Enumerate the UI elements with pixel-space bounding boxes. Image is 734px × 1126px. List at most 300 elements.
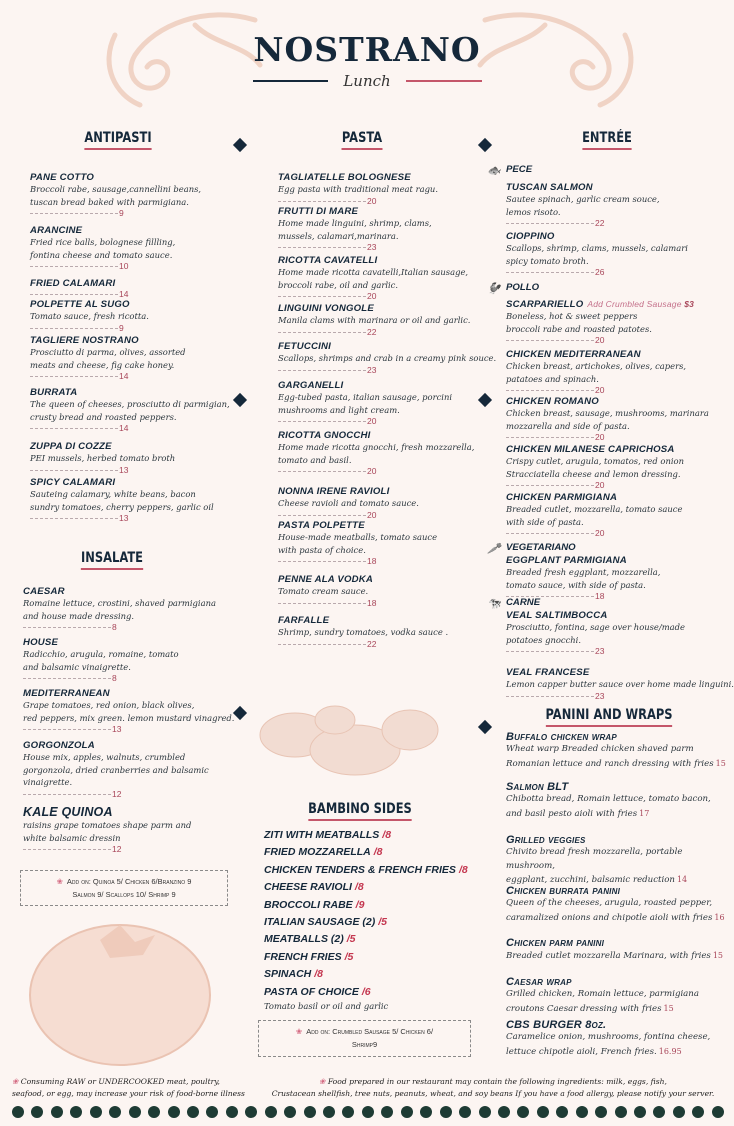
item-name bbox=[278, 206, 432, 217]
item-name bbox=[278, 574, 376, 585]
dot bbox=[265, 1106, 277, 1118]
price-line bbox=[30, 513, 214, 524]
entree-category bbox=[487, 164, 533, 177]
item-name bbox=[278, 303, 470, 314]
item-name-text: VEAL SALTIMBOCCA bbox=[506, 610, 608, 621]
bambino-name: MEATBALLS (2) bbox=[264, 933, 344, 946]
bambino-price: /8 bbox=[314, 968, 324, 981]
dashed-leader bbox=[506, 223, 594, 224]
note-price: $3 bbox=[684, 299, 695, 309]
item-name-text: FRIED CALAMARI bbox=[30, 278, 116, 289]
bambino-price: /5 bbox=[378, 915, 387, 928]
item-name-text: TAGLIATELLE BOLOGNESE bbox=[278, 172, 411, 183]
item-desc: Home made ricotta cavatelli,Italian sausage, broccoli rabe, oil and garlic. bbox=[278, 267, 469, 290]
item-desc: Egg-tubed pasta, italian sausage, porcini mushrooms and light cream. bbox=[278, 392, 453, 415]
item-price: 13 bbox=[112, 724, 122, 734]
heading-text: ANTIPASTI bbox=[84, 130, 151, 150]
dot bbox=[401, 1106, 413, 1118]
item-name bbox=[30, 172, 201, 183]
heading-antipasti bbox=[44, 130, 192, 146]
item-desc: Tomato sauce, fresh ricotta. bbox=[30, 311, 149, 321]
item-desc bbox=[506, 846, 734, 888]
item-desc: Scallops, shrimp, clams, mussels, calamari spicy tomato broth. bbox=[506, 243, 688, 266]
dashed-leader bbox=[30, 428, 118, 429]
item-name-text: FRUTTI DI MARE bbox=[278, 206, 359, 217]
item-desc-text: Breaded cutlet mozzarella Marinara, with fries bbox=[506, 951, 711, 961]
item-name-text: HOUSE bbox=[23, 637, 59, 648]
bambino-price: /5 bbox=[344, 950, 354, 963]
item-desc: Tomato cream sauce. bbox=[278, 586, 369, 596]
item-name bbox=[30, 477, 214, 488]
item-name bbox=[23, 805, 191, 819]
dashed-leader bbox=[278, 370, 366, 371]
menu-item bbox=[278, 255, 468, 302]
dot bbox=[109, 1106, 121, 1118]
bambino-price: /5 bbox=[346, 933, 356, 946]
dot bbox=[129, 1106, 141, 1118]
menu-item bbox=[506, 396, 709, 443]
dashed-leader bbox=[506, 485, 594, 486]
item-price: 9 bbox=[119, 208, 124, 218]
menu-item bbox=[30, 335, 186, 382]
item-name bbox=[506, 182, 660, 193]
item-price: 17 bbox=[639, 808, 650, 818]
bambino-price: /8 bbox=[458, 863, 468, 876]
dot bbox=[148, 1106, 160, 1118]
dot bbox=[284, 1106, 296, 1118]
item-name bbox=[23, 637, 179, 648]
item-price: 22 bbox=[595, 218, 605, 228]
dashed-leader bbox=[506, 651, 594, 652]
item-name-text: ZUPPA DI COZZE bbox=[30, 441, 112, 452]
item-desc-text: Grilled chicken, Romain lettuce, parmigiana croutons Caesar dressing with fries bbox=[506, 989, 699, 1014]
item-name-text: PASTA POLPETTE bbox=[278, 520, 365, 531]
dashed-leader bbox=[278, 421, 366, 422]
dashed-leader bbox=[23, 794, 111, 795]
flower-icon: ❀ bbox=[295, 1027, 303, 1036]
item-price: 10 bbox=[119, 261, 129, 271]
addon-text: Add on: Crumbled Sausage 5/ Chicken 6/ bbox=[306, 1027, 434, 1036]
menu-item bbox=[278, 520, 437, 567]
item-name-text: KALE QUINOA bbox=[23, 805, 113, 819]
flower-icon: ❀ bbox=[56, 877, 63, 886]
price-line bbox=[506, 480, 684, 491]
item-name bbox=[506, 781, 711, 793]
dot bbox=[440, 1106, 452, 1118]
item-name-text: CHICKEN PARMIGIANA bbox=[506, 492, 618, 503]
item-name bbox=[30, 278, 128, 289]
dashed-leader bbox=[30, 470, 118, 471]
dashed-leader bbox=[30, 518, 118, 519]
item-name bbox=[506, 937, 723, 949]
item-price: 22 bbox=[367, 326, 377, 337]
diamond-icon bbox=[478, 138, 492, 152]
item-price: 14 bbox=[119, 371, 129, 381]
item-name-text: FETUCCINI bbox=[278, 341, 331, 352]
item-name-text: FARFALLE bbox=[278, 615, 330, 626]
bambino-price: /8 bbox=[382, 829, 392, 841]
item-name-text: SPICY CALAMARI bbox=[30, 477, 116, 488]
menu-item bbox=[278, 341, 496, 376]
bambino-item bbox=[264, 951, 468, 968]
menu-item bbox=[506, 731, 726, 771]
menu-item bbox=[30, 225, 175, 272]
item-price: 20 bbox=[367, 509, 377, 520]
item-price: 20 bbox=[367, 195, 377, 206]
dot bbox=[595, 1106, 607, 1118]
item-price: 8 bbox=[112, 622, 117, 632]
item-price: 14 bbox=[119, 423, 129, 433]
item-price: 20 bbox=[367, 291, 377, 301]
item-name bbox=[30, 387, 230, 398]
menu-item bbox=[278, 574, 376, 609]
item-desc: Prosciutto, fontina, sage over house/made potatoes gnocchi. bbox=[506, 622, 685, 645]
item-desc: Romaine lettuce, crostini, shaved parmigiana and house made dressing. bbox=[23, 598, 216, 621]
dot bbox=[653, 1106, 665, 1118]
item-name bbox=[506, 555, 660, 566]
dot bbox=[323, 1106, 335, 1118]
item-desc-text: Chibotta bread, Romain lettuce, tomato bacon, and basil pesto aioli with fries bbox=[506, 794, 711, 819]
item-name-text: Caesar wrap bbox=[506, 976, 572, 988]
item-name-text: Salmon BLT bbox=[506, 781, 569, 793]
dashed-leader bbox=[278, 201, 366, 202]
item-name-text: POLPETTE AL SUGO bbox=[30, 299, 130, 310]
item-name-text: CHICKEN MILANESE CAPRICHOSA bbox=[506, 444, 675, 455]
menu-item bbox=[506, 492, 682, 539]
price-line bbox=[506, 335, 694, 346]
item-price: 20 bbox=[595, 385, 605, 395]
dot bbox=[12, 1106, 24, 1118]
item-price: 23 bbox=[595, 690, 605, 701]
dot bbox=[634, 1106, 646, 1118]
bambino-name: CHICKEN TENDERS & FRENCH FRIES bbox=[264, 863, 456, 876]
item-desc: Crispy cutlet, arugula, tomatos, red onion Stracciatella cheese and lemon dressing. bbox=[506, 456, 684, 479]
item-price: 20 bbox=[367, 416, 377, 426]
price-line bbox=[506, 218, 660, 229]
item-name-text: VEAL FRANCESE bbox=[506, 667, 590, 678]
bambino-price: /6 bbox=[361, 985, 371, 998]
addon-text: Shrimp9 bbox=[351, 1040, 378, 1049]
bambino-price: /8 bbox=[373, 846, 383, 859]
item-desc: Egg pasta with traditional meat ragu. bbox=[278, 184, 438, 194]
dashed-leader bbox=[30, 213, 118, 214]
item-desc: Chicken breast, sausage, mushrooms, marinara mozzarella and side of pasta. bbox=[506, 408, 709, 431]
item-desc bbox=[506, 897, 725, 925]
item-desc: House-made meatballs, tomato sauce with pasta of choice. bbox=[278, 532, 438, 555]
dot-border bbox=[12, 1106, 724, 1118]
item-price: 15 bbox=[712, 951, 723, 960]
item-addon-note bbox=[587, 299, 694, 309]
item-price: 23 bbox=[367, 364, 377, 375]
dashed-leader bbox=[278, 561, 366, 562]
price-line bbox=[506, 385, 686, 396]
pasta-of-choice-desc: Tomato basil or oil and garlic bbox=[264, 1001, 389, 1011]
item-name bbox=[278, 520, 437, 531]
dashed-leader bbox=[278, 471, 366, 472]
dot bbox=[206, 1106, 218, 1118]
item-name bbox=[278, 430, 474, 441]
item-name bbox=[30, 299, 149, 310]
menu-item bbox=[506, 349, 686, 396]
tomato-illustration bbox=[15, 910, 220, 1070]
item-desc: Home made linguini, shrimp, clams, mussels, calamari,marinara. bbox=[278, 218, 432, 241]
heading-text: BAMBINO SIDES bbox=[308, 801, 412, 821]
flower-icon: ❀ bbox=[12, 1077, 21, 1086]
menu-item bbox=[278, 206, 432, 253]
price-line bbox=[278, 466, 474, 477]
menu-item bbox=[506, 781, 711, 821]
item-desc bbox=[506, 949, 723, 964]
item-price: 22 bbox=[367, 638, 377, 649]
item-name bbox=[506, 610, 685, 621]
menu-item bbox=[23, 586, 216, 633]
food-illustration bbox=[235, 695, 450, 785]
dashed-leader bbox=[506, 437, 594, 438]
menu-item bbox=[278, 615, 448, 650]
category-name: VEGETARIANO bbox=[506, 542, 576, 553]
item-price: 20 bbox=[595, 335, 605, 345]
item-name-text: SCARPARIELLO bbox=[506, 299, 584, 310]
dot bbox=[537, 1106, 549, 1118]
item-name-text: Grilled veggies bbox=[506, 834, 586, 846]
heading-text: ENTRÉE bbox=[582, 130, 632, 150]
dot bbox=[51, 1106, 63, 1118]
item-desc: Lemon capper butter sauce over home made linguini. bbox=[506, 679, 734, 689]
bambino-name: ITALIAN SAUSAGE (2) bbox=[264, 915, 376, 928]
diamond-icon bbox=[478, 720, 492, 734]
item-desc: Scallops, shrimps and crab in a creamy pink souce. bbox=[278, 353, 497, 363]
dashed-leader bbox=[30, 376, 118, 377]
dot bbox=[245, 1106, 257, 1118]
item-name bbox=[278, 255, 468, 266]
dot bbox=[479, 1106, 491, 1118]
entree-category bbox=[487, 542, 576, 555]
menu-item bbox=[23, 805, 191, 855]
price-line bbox=[278, 598, 376, 609]
item-name bbox=[506, 349, 686, 360]
item-name-text: ARANCINE bbox=[30, 225, 83, 236]
dot bbox=[556, 1106, 568, 1118]
item-name-text: NONNA IRENE RAVIOLI bbox=[278, 486, 390, 497]
item-name-text: CBS BURGER 8oz. bbox=[506, 1019, 607, 1031]
dot bbox=[420, 1106, 432, 1118]
menu-item bbox=[23, 688, 234, 735]
allergy-notice bbox=[262, 1076, 724, 1100]
price-line bbox=[278, 242, 432, 253]
dashed-leader bbox=[506, 696, 594, 697]
item-price: 15 bbox=[663, 1003, 674, 1013]
menu-item bbox=[30, 477, 214, 524]
menu-item bbox=[506, 444, 684, 491]
item-name-text: CIOPPINO bbox=[506, 231, 555, 242]
menu-item bbox=[278, 172, 438, 207]
menu-item bbox=[506, 667, 734, 702]
allergy-text: Food prepared in our restaurant may contain the following ingredients: milk, eggs, fish, Crustacean shellfish, tree nuts, peanuts, wheat, and soy beans If you have a food allergy, please notify your server. bbox=[271, 1077, 715, 1098]
addon-text: Add on: Quinoa 5/ Chicken 6/Branzino 9 bbox=[66, 877, 192, 886]
item-price: 14 bbox=[676, 875, 688, 884]
item-price: 23 bbox=[367, 242, 377, 252]
item-name-text: RICOTTA GNOCCHI bbox=[278, 430, 371, 441]
price-line bbox=[278, 556, 437, 567]
dot bbox=[615, 1106, 627, 1118]
raw-food-warning bbox=[12, 1076, 245, 1100]
item-name-text: CHICKEN MEDITERRANEAN bbox=[506, 349, 641, 360]
price-line bbox=[278, 196, 438, 207]
dot bbox=[31, 1106, 43, 1118]
dashed-leader bbox=[278, 332, 366, 333]
menu-item bbox=[278, 380, 452, 427]
price-line bbox=[30, 323, 149, 334]
dot bbox=[459, 1106, 471, 1118]
item-desc: Home made ricotta gnocchi, fresh mozzarella, tomato and basil. bbox=[278, 442, 475, 465]
addon-line bbox=[21, 875, 227, 888]
item-name bbox=[23, 740, 209, 751]
item-name-text: LINGUINI VONGOLE bbox=[278, 303, 374, 314]
menu-subtitle: Lunch bbox=[343, 72, 391, 90]
bambino-item bbox=[264, 916, 468, 933]
item-name bbox=[278, 380, 452, 391]
item-price: 13 bbox=[119, 513, 129, 523]
item-name bbox=[506, 444, 684, 455]
item-name-text: PANE COTTO bbox=[30, 172, 95, 183]
dot bbox=[381, 1106, 393, 1118]
bambino-addon-box bbox=[258, 1020, 471, 1057]
chicken-icon: 🐓 bbox=[487, 283, 501, 295]
menu-item bbox=[278, 486, 419, 521]
item-price: 20 bbox=[367, 466, 377, 476]
menu-item bbox=[506, 231, 688, 278]
dashed-leader bbox=[506, 272, 594, 273]
item-desc: PEI mussels, herbed tomato broth bbox=[30, 453, 176, 463]
dot bbox=[576, 1106, 588, 1118]
item-name bbox=[278, 486, 419, 497]
menu-item bbox=[278, 430, 474, 477]
item-name bbox=[23, 688, 234, 699]
entree-category bbox=[487, 597, 541, 610]
dashed-leader bbox=[506, 340, 594, 341]
heading-insalate bbox=[38, 550, 186, 566]
item-name bbox=[506, 1019, 710, 1031]
price-line bbox=[278, 327, 470, 338]
menu-item bbox=[278, 303, 470, 338]
item-name-text: GARGANELLI bbox=[278, 380, 344, 391]
menu-item bbox=[506, 976, 699, 1016]
dashed-leader bbox=[506, 533, 594, 534]
price-line bbox=[278, 291, 468, 302]
menu-item bbox=[506, 937, 723, 964]
item-name-text: PENNE ALA VODKA bbox=[278, 574, 374, 585]
item-desc: Prosciutto di parma, olives, assorted meats and cheese, fig cake honey. bbox=[30, 347, 186, 370]
item-name bbox=[278, 615, 448, 626]
item-name-text: GORGONZOLA bbox=[23, 740, 95, 751]
item-desc: Cheese ravioli and tomato sauce. bbox=[278, 498, 419, 508]
bambino-item bbox=[264, 864, 468, 881]
dashed-leader bbox=[23, 729, 111, 730]
item-price: 20 bbox=[595, 528, 605, 538]
bambino-item bbox=[264, 968, 468, 985]
bambino-name: SPINACH bbox=[264, 968, 312, 981]
price-line bbox=[23, 673, 179, 684]
addon-text: Salmon 9/ Scallops 10/ Shrimp 9 bbox=[72, 890, 176, 899]
menu-item bbox=[23, 637, 179, 684]
price-line bbox=[278, 510, 419, 521]
item-desc: Grape tomatoes, red onion, black olives, red peppers, mix green. lemon mustard vinagred. bbox=[23, 700, 235, 723]
item-name bbox=[506, 667, 734, 678]
item-desc bbox=[506, 988, 699, 1016]
menu-item bbox=[30, 441, 175, 476]
menu-item bbox=[30, 299, 149, 334]
bambino-list bbox=[264, 829, 468, 1003]
category-name: PECE bbox=[506, 164, 533, 175]
dashed-leader bbox=[506, 390, 594, 391]
item-name bbox=[506, 492, 682, 503]
item-name-text: BURRATA bbox=[30, 387, 78, 398]
insalate-addon-box bbox=[20, 870, 228, 906]
item-name-text: TUSCAN SALMON bbox=[506, 182, 593, 193]
item-name bbox=[278, 341, 496, 352]
bambino-item bbox=[264, 881, 468, 898]
bambino-name: FRENCH FRIES bbox=[264, 950, 342, 963]
item-desc: Broccoli rabe, sausage,cannellini beans, tuscan bread baked with parmigiana. bbox=[30, 184, 202, 207]
item-name-text: MEDITERRANEAN bbox=[23, 688, 110, 699]
item-name bbox=[30, 335, 186, 346]
item-desc: raisins grape tomatoes shape parm and white balsamic dressin bbox=[23, 820, 192, 843]
menu-item bbox=[506, 182, 660, 229]
heading-pasta bbox=[288, 130, 436, 146]
item-price: 20 bbox=[595, 480, 605, 490]
item-name-text: TAGLIERE NOSTRANO bbox=[30, 335, 139, 346]
item-desc: Breaded fresh eggplant, mozzarella, tomato sauce, with side of pasta. bbox=[506, 567, 661, 590]
dashed-leader bbox=[23, 627, 111, 628]
menu-item bbox=[506, 1019, 710, 1059]
dot bbox=[692, 1106, 704, 1118]
item-price: 23 bbox=[595, 646, 605, 656]
item-desc: Sauteing calamary, white beans, bacon sundry tomatoes, cherry peppers, garlic oil bbox=[30, 489, 214, 512]
category-name: CARNE bbox=[506, 597, 541, 608]
dashed-leader bbox=[30, 294, 118, 295]
dot bbox=[90, 1106, 102, 1118]
bambino-item bbox=[264, 933, 468, 950]
item-name-text: Chicken parm panini bbox=[506, 937, 605, 949]
dashed-leader bbox=[278, 644, 366, 645]
item-price: 16 bbox=[714, 912, 725, 922]
price-line bbox=[278, 365, 496, 376]
item-name bbox=[30, 225, 175, 236]
item-price: 18 bbox=[367, 597, 377, 608]
item-price: 18 bbox=[367, 556, 377, 566]
menu-item bbox=[506, 885, 725, 925]
dashed-leader bbox=[278, 247, 366, 248]
price-line bbox=[506, 528, 682, 539]
heading-text: PANINI AND WRAPS bbox=[545, 707, 672, 727]
price-line bbox=[506, 267, 688, 278]
dot bbox=[517, 1106, 529, 1118]
note-text: Add Crumbled Sausage bbox=[587, 299, 682, 309]
item-name bbox=[278, 172, 438, 183]
item-price: 13 bbox=[119, 464, 129, 475]
dot bbox=[168, 1106, 180, 1118]
menu-item bbox=[506, 555, 660, 602]
item-price: 12 bbox=[112, 788, 122, 799]
menu-item bbox=[30, 172, 201, 219]
bambino-item bbox=[264, 899, 468, 916]
item-desc: The queen of cheeses, prosciutto di parmigian, crusty bread and roasted peppers. bbox=[30, 399, 230, 422]
item-name bbox=[506, 231, 688, 242]
dot bbox=[362, 1106, 374, 1118]
item-desc: House mix, apples, walnuts, crumbled gorgonzola, dried cranberries and balsamic vinaigrette. bbox=[23, 752, 209, 787]
menu-item bbox=[23, 740, 209, 800]
dot bbox=[226, 1106, 238, 1118]
